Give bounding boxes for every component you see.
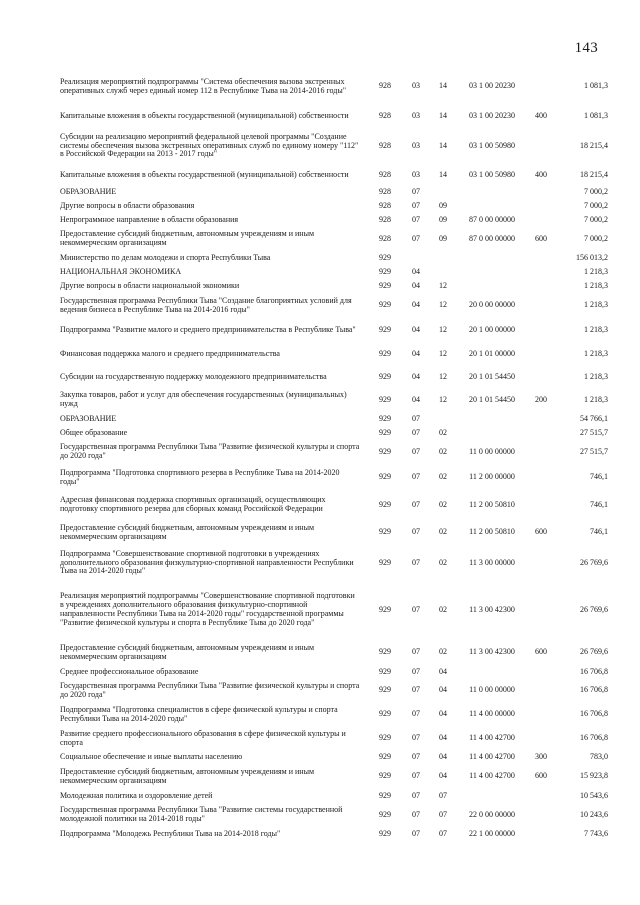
target-article-code: 03 1 00 50980 [469, 169, 515, 179]
budget-item-name: Субсидии на реализацию мероприятий федеральной целевой программы "Создание системы обеспечения вызова экстренных оперативных служб по единому номеру "112" в Российской Федерации на 2013 - 2017 годы" [60, 131, 359, 159]
ministry-code: 929 [379, 252, 391, 262]
budget-item-name: Среднее профессиональное образование [60, 666, 199, 676]
target-article-code: 11 4 00 42700 [469, 733, 515, 743]
amount: 10 543,6 [580, 790, 608, 800]
section-code: 07 [412, 527, 420, 537]
section-code: 07 [412, 647, 420, 657]
ministry-code: 929 [379, 349, 391, 359]
amount: 16 706,8 [580, 709, 608, 719]
budget-table [60, 68, 608, 841]
table-row [60, 199, 608, 213]
ministry-code: 929 [379, 557, 391, 567]
target-article-code: 11 2 00 50810 [469, 527, 515, 537]
table-row [60, 702, 608, 727]
ministry-code: 929 [379, 427, 391, 437]
table-row [60, 546, 608, 580]
amount: 1 218,3 [584, 349, 608, 359]
subsection-code: 02 [439, 427, 447, 437]
expense-type-code [528, 199, 554, 213]
amount: 54 766,1 [580, 413, 608, 423]
section-code: 07 [412, 413, 420, 423]
table-row [60, 366, 608, 388]
subsection-code [430, 186, 456, 199]
expense-type-code: 300 [535, 751, 547, 761]
ministry-code: 929 [379, 733, 391, 743]
expense-type-code [528, 343, 554, 366]
ministry-code: 928 [379, 81, 391, 91]
target-article-code: 20 1 00 00000 [469, 325, 515, 335]
table-row [60, 764, 608, 789]
section-code: 04 [412, 266, 420, 276]
budget-item-name: Предоставление субсидий бюджетным, автономным учреждениям и иным некоммерческим организациям [60, 766, 315, 785]
ministry-code: 929 [379, 300, 391, 310]
page-number: 143 [574, 40, 598, 56]
amount: 1 218,3 [584, 371, 608, 381]
budget-item-name: Реализация мероприятий подпрограммы "Система обеспечения вызова экстренных оперативных служб через единый номер 112 в Республике Тыва на 2014-2016 годы" [60, 76, 347, 95]
budget-item-name: Развитие среднего профессионального образования в сфере физической культуры и спорта [60, 728, 346, 747]
ministry-code: 929 [379, 499, 391, 509]
ministry-code: 928 [379, 200, 391, 210]
budget-item-name: Государственная программа Республики Тыва "Создание благоприятных условий для ведения бизнеса в Республике Тыва на 2014-2016 годы" [60, 295, 352, 314]
table-row [60, 679, 608, 702]
budget-item-name: Адресная финансовая поддержка спортивных организаций, осуществляющих подготовку спортивного резерва для сборных команд Российской Федерации [60, 495, 326, 513]
amount: 746,1 [590, 472, 608, 482]
budget-item-name: Капитальные вложения в объекты государственной (муниципальной) собственности [60, 169, 349, 179]
expense-type-code [528, 426, 554, 440]
amount: 746,1 [590, 499, 608, 509]
ministry-code: 929 [379, 280, 391, 290]
amount: 26 769,6 [580, 557, 608, 567]
table-row [60, 318, 608, 343]
target-article-code: 11 3 00 00000 [469, 557, 515, 567]
section-code: 07 [412, 751, 420, 761]
ministry-code: 929 [379, 790, 391, 800]
subsection-code: 04 [439, 751, 447, 761]
table-row [60, 803, 608, 827]
table-row [60, 68, 608, 105]
amount: 1 218,3 [584, 325, 608, 335]
ministry-code: 929 [379, 266, 391, 276]
expense-type-code [528, 293, 554, 318]
subsection-code: 12 [439, 280, 447, 290]
section-code: 03 [412, 169, 420, 179]
subsection-code: 02 [439, 604, 447, 614]
subsection-code: 02 [439, 647, 447, 657]
expense-type-code [528, 186, 554, 199]
budget-item-name: Другие вопросы в области национальной экономики [60, 280, 240, 290]
expense-type-code [528, 68, 554, 105]
subsection-code: 12 [439, 371, 447, 381]
ministry-code: 929 [379, 527, 391, 537]
table-row [60, 164, 608, 186]
expense-type-code: 600 [535, 647, 547, 657]
target-article-code: 11 0 00 00000 [469, 446, 515, 456]
budget-item-name: Подпрограмма "Молодежь Республики Тыва на 2014-2018 годы" [60, 828, 281, 838]
ministry-code: 929 [379, 685, 391, 695]
amount: 18 215,4 [580, 140, 608, 150]
section-code: 07 [412, 771, 420, 781]
target-article-code: 20 1 01 54450 [469, 371, 515, 381]
target-article-code [456, 426, 528, 440]
target-article-code [456, 789, 528, 803]
section-code: 07 [412, 790, 420, 800]
subsection-code [430, 412, 456, 426]
subsection-code: 02 [439, 499, 447, 509]
expense-type-code [528, 464, 554, 491]
table-row [60, 640, 608, 665]
target-article-code [456, 412, 528, 426]
expense-type-code [528, 546, 554, 580]
ministry-code: 929 [379, 604, 391, 614]
target-article-code: 11 0 00 00000 [469, 685, 515, 695]
amount: 1 218,3 [584, 300, 608, 310]
subsection-code: 09 [439, 200, 447, 210]
section-code [402, 251, 430, 265]
target-article-code: 03 1 00 20230 [469, 111, 515, 121]
expense-type-code [528, 727, 554, 750]
table-row [60, 128, 608, 164]
target-article-code: 11 4 00 42700 [469, 751, 515, 761]
amount: 1 081,3 [584, 81, 608, 91]
ministry-code: 929 [379, 809, 391, 819]
amount: 10 243,6 [580, 809, 608, 819]
ministry-code: 928 [379, 140, 391, 150]
section-code: 07 [412, 666, 420, 676]
table-row [60, 293, 608, 318]
amount: 15 923,8 [580, 771, 608, 781]
table-row [60, 464, 608, 491]
section-code: 04 [412, 325, 420, 335]
target-article-code [456, 265, 528, 279]
subsection-code: 07 [439, 828, 447, 838]
budget-item-name: Подпрограмма "Совершенствование спортивной подготовки в учреждениях дополнительного образования физкультурно-спортивной направленности Республики Тыва на 2014-2020 годы" [60, 548, 354, 576]
budget-item-name: Капитальные вложения в объекты государственной (муниципальной) собственности [60, 111, 349, 121]
expense-type-code: 200 [535, 394, 547, 404]
target-article-code [456, 279, 528, 293]
section-code: 07 [412, 557, 420, 567]
table-row [60, 251, 608, 265]
amount: 746,1 [590, 527, 608, 537]
budget-item-name: ОБРАЗОВАНИЕ [60, 187, 117, 197]
section-code: 07 [412, 200, 420, 210]
budget-item-name: Министерство по делам молодежи и спорта Республики Тыва [60, 252, 271, 262]
section-code: 07 [412, 446, 420, 456]
target-article-code [456, 665, 528, 679]
subsection-code: 12 [439, 394, 447, 404]
amount: 1 218,3 [584, 266, 608, 276]
budget-item-name: Подпрограмма "Подготовка специалистов в сфере физической культуры и спорта Республики Тыва на 2014-2020 годы" [60, 704, 338, 723]
subsection-code: 02 [439, 557, 447, 567]
table-row [60, 105, 608, 128]
amount: 16 706,8 [580, 685, 608, 695]
ministry-code: 928 [379, 233, 391, 243]
section-code: 07 [412, 187, 420, 197]
budget-item-name: Непрограммное направление в области образования [60, 214, 239, 224]
section-code: 07 [412, 709, 420, 719]
section-code: 07 [412, 604, 420, 614]
target-article-code: 03 1 00 50980 [469, 140, 515, 150]
expense-type-code: 600 [535, 527, 547, 537]
table-row [60, 665, 608, 679]
ministry-code: 929 [379, 751, 391, 761]
table-row [60, 789, 608, 803]
budget-item-name: Реализация мероприятий подпрограммы "Совершенствование спортивной подготовки в учреждениях дополнительного образования физкультурно-спортивной направленности Республики Тыва на 2014-2020 годы" государственной программы "Развитие физической культуры и спорта в Республике Тыва до 2020 года" [60, 591, 355, 627]
table-row [60, 279, 608, 293]
expense-type-code [528, 702, 554, 727]
ministry-code: 929 [379, 446, 391, 456]
section-code: 04 [412, 394, 420, 404]
subsection-code: 02 [439, 446, 447, 456]
subsection-code: 14 [439, 81, 447, 91]
amount: 16 706,8 [580, 666, 608, 676]
budget-item-name: НАЦИОНАЛЬНАЯ ЭКОНОМИКА [60, 266, 182, 276]
subsection-code: 04 [439, 733, 447, 743]
table-row [60, 412, 608, 426]
expense-type-code [528, 679, 554, 702]
budget-item-name: Предоставление субсидий бюджетным, автономным учреждениям и иным некоммерческим организациям [60, 229, 315, 247]
amount: 7 000,2 [584, 214, 608, 224]
ministry-code: 928 [379, 169, 391, 179]
target-article-code: 22 0 00 00000 [469, 809, 515, 819]
subsection-code: 07 [439, 809, 447, 819]
target-article-code: 11 4 00 00000 [469, 709, 515, 719]
target-article-code: 20 0 00 00000 [469, 300, 515, 310]
expense-type-code [528, 440, 554, 464]
expense-type-code [528, 213, 554, 227]
ministry-code: 928 [379, 187, 391, 197]
amount: 7 000,2 [584, 187, 608, 197]
expense-type-code [528, 128, 554, 164]
target-article-code: 11 2 00 00000 [469, 472, 515, 482]
target-article-code: 22 1 00 00000 [469, 828, 515, 838]
subsection-code: 04 [439, 709, 447, 719]
subsection-code: 04 [439, 666, 447, 676]
subsection-code: 14 [439, 169, 447, 179]
subsection-code: 02 [439, 527, 447, 537]
ministry-code: 929 [379, 828, 391, 838]
amount: 1 218,3 [584, 394, 608, 404]
expense-type-code [528, 366, 554, 388]
expense-type-code [528, 789, 554, 803]
expense-type-code [528, 827, 554, 841]
amount: 18 215,4 [580, 169, 608, 179]
amount: 27 515,7 [580, 446, 608, 456]
section-code: 03 [412, 140, 420, 150]
ministry-code: 929 [379, 472, 391, 482]
subsection-code: 07 [439, 790, 447, 800]
budget-item-name: Государственная программа Республики Тыва "Развитие системы государственной молодежной политики на 2014-2018 годы" [60, 805, 343, 823]
ministry-code: 929 [379, 394, 391, 404]
table-row [60, 426, 608, 440]
target-article-code: 20 1 01 54450 [469, 394, 515, 404]
ministry-code: 929 [379, 666, 391, 676]
section-code: 07 [412, 472, 420, 482]
expense-type-code [528, 803, 554, 827]
budget-item-name: Субсидии на государственную поддержку молодежного предпринимательства [60, 371, 327, 381]
ministry-code: 929 [379, 325, 391, 335]
table-row [60, 265, 608, 279]
subsection-code: 04 [439, 685, 447, 695]
section-code: 07 [412, 809, 420, 819]
amount: 27 515,7 [580, 427, 608, 437]
budget-item-name: ОБРАЗОВАНИЕ [60, 413, 117, 423]
amount: 1 081,3 [584, 111, 608, 121]
section-code: 04 [412, 300, 420, 310]
ministry-code: 929 [379, 709, 391, 719]
table-row [60, 519, 608, 546]
target-article-code: 87 0 00 00000 [469, 214, 515, 224]
expense-type-code [528, 412, 554, 426]
amount: 26 769,6 [580, 647, 608, 657]
target-article-code: 20 1 01 00000 [469, 349, 515, 359]
table-row [60, 727, 608, 750]
table-row [60, 186, 608, 199]
section-code: 03 [412, 111, 420, 121]
target-article-code: 11 3 00 42300 [469, 604, 515, 614]
table-row [60, 343, 608, 366]
target-article-code: 87 0 00 00000 [469, 233, 515, 243]
subsection-code: 12 [439, 325, 447, 335]
section-code: 04 [412, 371, 420, 381]
amount: 7 743,6 [584, 828, 608, 838]
section-code: 07 [412, 828, 420, 838]
budget-item-name: Общее образование [60, 427, 128, 437]
section-code: 07 [412, 233, 420, 243]
ministry-code: 928 [379, 111, 391, 121]
budget-item-name: Закупка товаров, работ и услуг для обеспечения государственных (муниципальных) нужд [60, 390, 347, 408]
target-article-code: 03 1 00 20230 [469, 81, 515, 91]
section-code: 04 [412, 280, 420, 290]
table-row [60, 227, 608, 251]
section-code: 07 [412, 685, 420, 695]
section-code: 07 [412, 427, 420, 437]
expense-type-code: 600 [535, 233, 547, 243]
budget-item-name: Другие вопросы в области образования [60, 200, 195, 210]
amount: 156 013,2 [576, 252, 608, 262]
expense-type-code: 400 [535, 111, 547, 121]
subsection-code: 04 [439, 771, 447, 781]
ministry-code: 928 [379, 214, 391, 224]
subsection-code: 09 [439, 214, 447, 224]
subsection-code: 14 [439, 111, 447, 121]
budget-item-name: Государственная программа Республики Тыва "Развитие физической культуры и спорта до 2020 года" [60, 442, 360, 460]
budget-item-name: Молодежная политика и оздоровление детей [60, 790, 213, 800]
ministry-code: 929 [379, 647, 391, 657]
table-row [60, 491, 608, 519]
target-article-code [456, 186, 528, 199]
section-code: 07 [412, 733, 420, 743]
target-article-code: 11 3 00 42300 [469, 647, 515, 657]
subsection-code [430, 265, 456, 279]
amount: 7 000,2 [584, 200, 608, 210]
target-article-code: 11 4 00 42700 [469, 771, 515, 781]
target-article-code: 11 2 00 50810 [469, 499, 515, 509]
budget-item-name: Подпрограмма "Подготовка спортивного резерва в Республике Тыва на 2014-2020 годы" [60, 467, 340, 486]
expense-type-code [528, 279, 554, 293]
expense-type-code: 600 [535, 771, 547, 781]
subsection-code: 12 [439, 349, 447, 359]
table-row [60, 213, 608, 227]
table-body [60, 68, 608, 841]
subsection-code: 14 [439, 140, 447, 150]
budget-item-name: Предоставление субсидий бюджетным, автономным учреждениям и иным некоммерческим организациям [60, 642, 315, 661]
target-article-code [456, 251, 528, 265]
section-code: 04 [412, 349, 420, 359]
section-code: 03 [412, 81, 420, 91]
subsection-code: 02 [439, 472, 447, 482]
budget-item-name: Предоставление субсидий бюджетным, автономным учреждениям и иным некоммерческим организациям [60, 522, 315, 541]
amount: 783,0 [590, 751, 608, 761]
subsection-code: 09 [439, 233, 447, 243]
subsection-code [430, 251, 456, 265]
budget-item-name: Социальное обеспечение и иные выплаты населению [60, 751, 243, 761]
section-code: 07 [412, 499, 420, 509]
expense-type-code [528, 580, 554, 640]
section-code: 07 [412, 214, 420, 224]
table-row [60, 827, 608, 841]
table-row [60, 388, 608, 412]
expense-type-code [528, 491, 554, 519]
expense-type-code [528, 665, 554, 679]
budget-item-name: Финансовая поддержка малого и среднего предпринимательства [60, 349, 280, 359]
amount: 7 000,2 [584, 233, 608, 243]
expense-type-code [528, 318, 554, 343]
table-row [60, 580, 608, 640]
budget-item-name: Подпрограмма "Развитие малого и среднего предпринимательства в Республике Тыва" [60, 325, 356, 335]
subsection-code: 12 [439, 300, 447, 310]
expense-type-code [528, 251, 554, 265]
ministry-code: 929 [379, 771, 391, 781]
amount: 26 769,6 [580, 604, 608, 614]
ministry-code: 929 [379, 371, 391, 381]
target-article-code [456, 199, 528, 213]
table-row [60, 440, 608, 464]
budget-item-name: Государственная программа Республики Тыва "Развитие физической культуры и спорта до 2020 года" [60, 680, 360, 699]
amount: 16 706,8 [580, 733, 608, 743]
ministry-code: 929 [379, 413, 391, 423]
expense-type-code: 400 [535, 169, 547, 179]
expense-type-code [528, 265, 554, 279]
amount: 1 218,3 [584, 280, 608, 290]
table-row [60, 750, 608, 764]
